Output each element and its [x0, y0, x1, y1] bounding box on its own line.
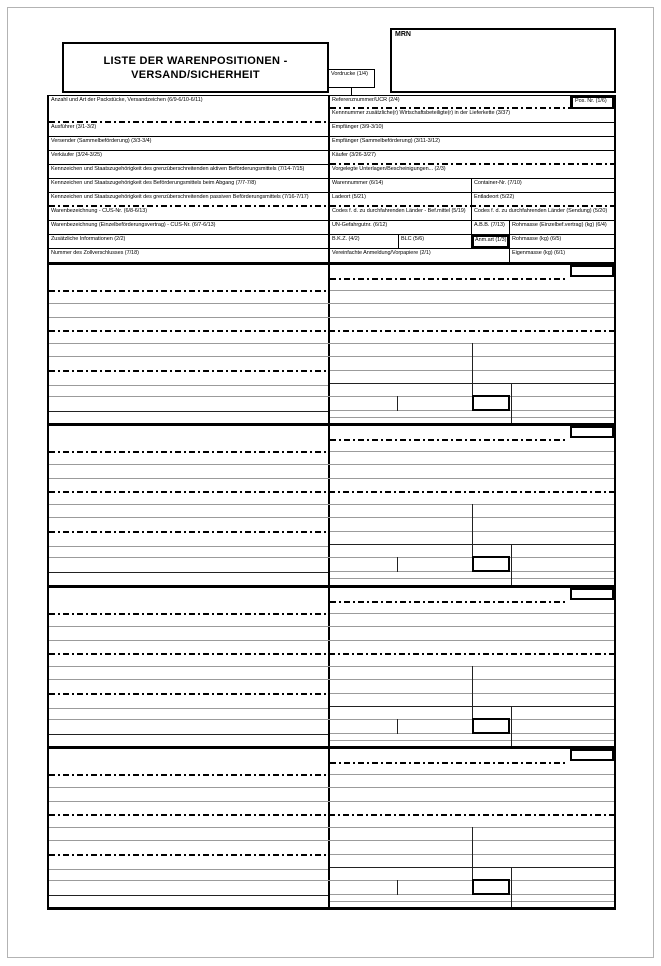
dashdot-divider	[49, 290, 328, 292]
field-divider-tick	[397, 719, 398, 734]
header-row-gefahrgut	[330, 221, 614, 235]
field-label: Rohmasse (Einzelbef.vertrag) (kg) (6/4)	[512, 222, 607, 228]
field-label: Kennnummer zusätzliche(r) Wirtschaftsbeteiligte(r) in der Lieferkette (3/37)	[332, 110, 511, 116]
dashdot-divider	[330, 439, 568, 441]
field-cell	[330, 109, 614, 122]
field-label: Rohmasse (kg) (6/5)	[512, 236, 562, 242]
form-title-box	[62, 42, 329, 93]
grid-line	[49, 504, 614, 505]
item-mass-box	[472, 879, 510, 895]
field-kaeufer	[330, 151, 614, 165]
field-label: Codes f. d. zu durchfahrenden Länder - Bef.mittel (5/19)	[332, 208, 466, 214]
grid-line	[49, 572, 328, 573]
field-mrn	[390, 28, 616, 93]
field-label: Codes f. d. zu durchfahrenden Länder (Sendung) (5/20)	[474, 208, 608, 214]
dashdot-divider	[49, 613, 328, 615]
dashdot-divider	[49, 653, 614, 655]
field-blc	[398, 235, 471, 248]
field-label: Referenznummer/UCR (2/4)	[332, 97, 400, 103]
grid-line	[330, 290, 614, 291]
field-label: Anzahl und Art der Packstücke, Versandzeichen (6/9-6/10-6/11)	[51, 97, 203, 103]
grid-line	[49, 626, 614, 627]
field-label: B.K.Z. (4/2)	[332, 236, 360, 242]
field-kennzeichen-passiv	[49, 193, 328, 207]
grid-line	[330, 740, 614, 741]
dashdot-divider	[330, 278, 568, 280]
grid-line	[49, 895, 328, 896]
field-label: Warennummer (6/14)	[332, 180, 384, 186]
form-title-line1: LISTE DER WARENPOSITIONEN -	[103, 54, 288, 67]
field-vordrucke	[328, 69, 375, 88]
grid-line	[49, 787, 614, 788]
grid-line	[49, 478, 614, 479]
dashdot-divider	[49, 370, 328, 372]
grid-line	[49, 464, 614, 465]
mrn-label: MRN	[395, 31, 411, 38]
item-mass-box	[472, 556, 510, 572]
grid-line	[49, 840, 614, 841]
field-cell	[330, 137, 614, 150]
grid-line	[49, 719, 614, 720]
field-anmart	[471, 235, 509, 248]
grid-line	[330, 451, 614, 452]
dashdot-divider	[330, 601, 568, 603]
item-block-3	[49, 588, 614, 749]
field-container-nr	[471, 179, 614, 192]
grid-line	[49, 666, 614, 667]
field-cell	[330, 123, 614, 136]
field-empfaenger-sammel	[330, 137, 614, 151]
field-divider-tick	[397, 880, 398, 895]
grid-line	[49, 356, 614, 357]
dashdot-divider	[49, 451, 328, 453]
field-label: Pos. Nr. (1/6)	[575, 98, 607, 104]
header-row-ladeort	[330, 193, 614, 207]
field-eigenmasse	[509, 249, 614, 263]
field-label: Anm.art (1/3)	[475, 237, 507, 243]
field-cell	[330, 165, 614, 178]
grid-line	[49, 343, 614, 344]
field-kennnummer-lieferkette	[330, 109, 614, 123]
header-row-vereinfachte	[330, 249, 614, 263]
field-ausfuehrer	[49, 123, 328, 137]
field-label: Vereinfachte Anmeldung/Vorpapiere (2/1)	[332, 250, 431, 256]
item-mass-box	[472, 395, 510, 411]
grid-line	[330, 578, 614, 579]
grid-line	[49, 801, 614, 802]
field-zusaetzliche-informationen	[49, 235, 328, 249]
item-pos-box	[570, 588, 614, 600]
grid-line	[49, 396, 614, 397]
field-label: Vorgelegte Unterlagen/Bescheinigungen... (2/3)	[332, 166, 446, 172]
form-title-line2: VERSAND/SICHERHEIT	[131, 68, 260, 81]
field-label: Verkäufer (3/24-3/25)	[51, 152, 102, 158]
dashdot-divider	[49, 774, 328, 776]
grid-line	[49, 303, 614, 304]
grid-line	[49, 317, 614, 318]
field-codes-befmittel	[330, 207, 471, 220]
grid-line	[330, 613, 614, 614]
field-versender-sammel	[49, 137, 328, 151]
field-label: Empfänger (Sammelbeförderung) (3/11-3/12)	[332, 138, 440, 144]
dashdot-divider	[49, 854, 328, 856]
vordrucke-label: Vordrucke (1/4)	[331, 71, 368, 77]
field-divider-vertical	[511, 544, 512, 584]
grid-line	[49, 827, 614, 828]
field-un-gefahrgutnr	[330, 221, 471, 234]
field-rohmasse	[509, 235, 614, 248]
field-divider-vertical	[511, 383, 512, 423]
dashdot-divider	[49, 693, 328, 695]
field-label: Ladeort (5/21)	[332, 194, 366, 200]
field-bkz	[330, 235, 398, 248]
field-divider-vertical	[511, 867, 512, 907]
field-label: Kennzeichen und Staatszugehörigkeit des grenzüberschreitenden passiven Beförderungsmittels (7/16-7/17)	[51, 194, 309, 200]
field-label: Eigenmasse (kg) (6/1)	[512, 250, 566, 256]
field-label: Warenbezeichnung - CUS-Nr. (6/8-6/13)	[51, 208, 148, 214]
grid-line	[49, 546, 328, 547]
item-mass-box	[472, 718, 510, 734]
field-label: Kennzeichen und Staatszugehörigkeit des grenzüberschreitenden aktiven Beförderungsmittels (7/14-7/15)	[51, 166, 305, 172]
field-empfaenger	[330, 123, 614, 137]
header-right-column	[328, 95, 616, 262]
field-warennummer	[330, 179, 471, 192]
field-divider-tick	[397, 557, 398, 572]
dashdot-divider	[49, 491, 614, 493]
grid-line	[330, 417, 614, 418]
field-label: Kennzeichen und Staatszugehörigkeit des Beförderungsmittels beim Abgang (7/7-7/8)	[51, 180, 257, 186]
grid-line	[49, 880, 614, 881]
field-kennzeichen-aktiv	[49, 165, 328, 179]
vordrucke-connector-line	[351, 88, 352, 95]
field-label: Versender (Sammelbeförderung) (3/3-3/4)	[51, 138, 152, 144]
field-label: UN-Gefahrgutnr. (6/12)	[332, 222, 388, 228]
header-row-codes	[330, 207, 614, 221]
field-divider-tick	[397, 396, 398, 411]
field-packstuecke	[49, 96, 328, 123]
header-left-column	[47, 95, 328, 262]
field-warenbezeichnung-cus	[49, 207, 328, 221]
item-block-1	[49, 265, 614, 426]
column-divider	[328, 265, 330, 423]
grid-line	[330, 901, 614, 902]
header-row-bkz	[330, 235, 614, 249]
grid-line	[49, 557, 614, 558]
grid-line	[49, 411, 328, 412]
field-vereinfachte-anmeldung	[330, 249, 509, 263]
item-block-4	[49, 749, 614, 910]
grid-line	[49, 869, 328, 870]
dashdot-divider	[49, 531, 328, 533]
grid-line	[49, 679, 614, 680]
item-pos-box	[570, 749, 614, 761]
field-label: BLC (5/6)	[401, 236, 425, 242]
dashdot-divider	[330, 762, 568, 764]
grid-line	[330, 774, 614, 775]
field-zollverschluss	[49, 249, 328, 263]
header-row-warennummer	[330, 179, 614, 193]
grid-line	[49, 708, 328, 709]
field-label: Empfänger (3/9-3/10)	[332, 124, 384, 130]
grid-line	[49, 640, 614, 641]
dashdot-divider	[49, 330, 614, 332]
field-label: Entladeort (5/22)	[474, 194, 515, 200]
column-divider	[328, 426, 330, 584]
grid-line	[49, 385, 328, 386]
item-pos-box	[570, 265, 614, 277]
field-label: Zusätzliche Informationen (2/2)	[51, 236, 126, 242]
field-verkaeufer	[49, 151, 328, 165]
grid-line	[49, 517, 614, 518]
field-label: Ausführer (3/1-3/2)	[51, 124, 97, 130]
field-divider-vertical	[511, 706, 512, 746]
field-warenbezeichnung-einzelbef	[49, 221, 328, 235]
item-blocks	[47, 262, 616, 910]
header-row-referenznummer	[330, 96, 614, 109]
grid-line	[49, 734, 328, 735]
column-divider	[328, 749, 330, 907]
item-pos-box	[570, 426, 614, 438]
dashdot-divider	[49, 814, 614, 816]
field-codes-sendung	[471, 207, 614, 220]
column-divider	[328, 588, 330, 746]
field-vorgelegte-unterlagen	[330, 165, 614, 179]
field-label: Käufer (3/26-3/27)	[332, 152, 376, 158]
field-label: Nummer des Zollverschlusses (7/18)	[51, 250, 139, 256]
field-label: A.B.B. (7/13)	[474, 222, 505, 228]
field-label: Warenbezeichnung (Einzelbeförderungsvertrag) - CUS-Nr. (6/7-6/13)	[51, 222, 216, 228]
item-block-2	[49, 426, 614, 587]
field-kennzeichen-abgang	[49, 179, 328, 193]
field-label: Container-Nr. (7/10)	[474, 180, 522, 186]
field-abb	[471, 221, 509, 234]
field-rohmasse-einzelbef	[509, 221, 614, 234]
